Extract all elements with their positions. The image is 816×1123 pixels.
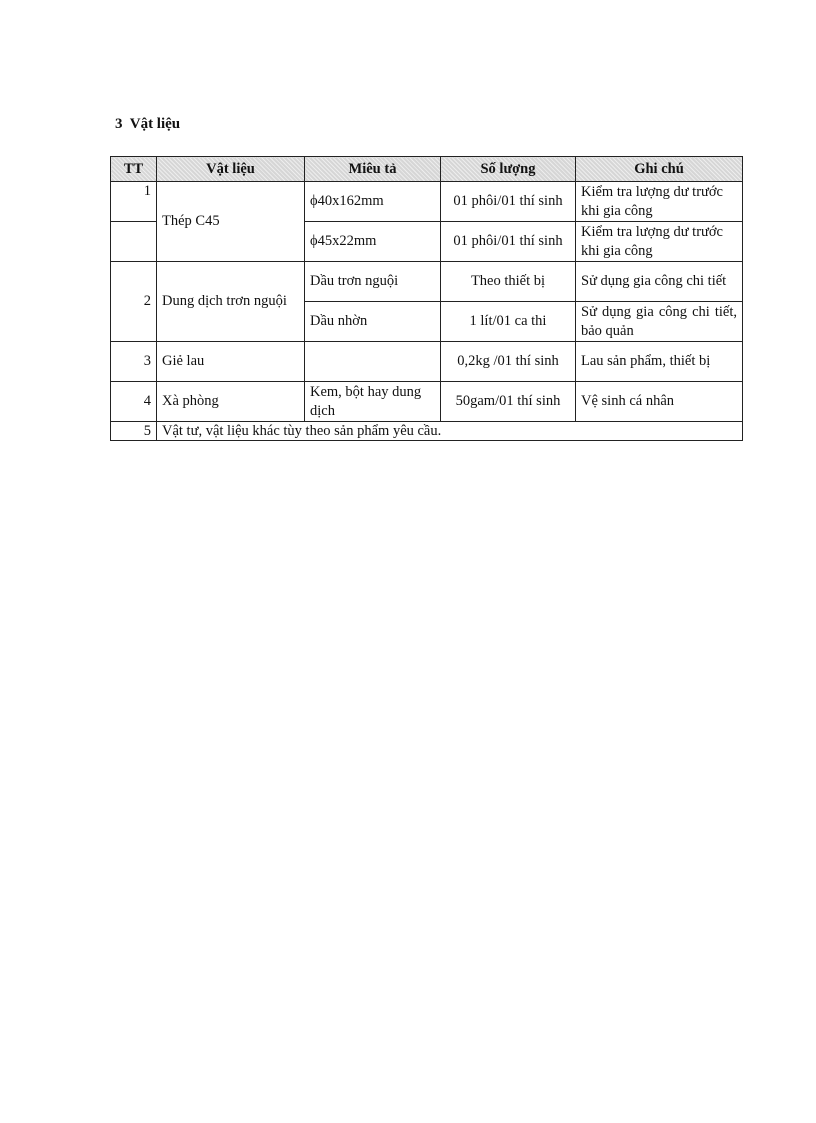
- header-description: Miêu tả: [305, 157, 441, 182]
- header-quantity: Số lượng: [441, 157, 576, 182]
- row-tt: 1: [111, 182, 157, 222]
- section-title: Vật liệu: [129, 116, 181, 132]
- row-material: Thép C45: [157, 182, 305, 262]
- row-quantity: 50gam/01 thí sinh: [441, 382, 576, 422]
- table-row: [111, 262, 743, 302]
- row-material: Dung dịch trơn nguội: [157, 262, 305, 342]
- section-heading: [115, 116, 180, 133]
- row-note: Sử dụng gia công chi tiết, bảo quản: [576, 302, 743, 342]
- row-note: Lau sản phẩm, thiết bị: [576, 342, 743, 382]
- table-row: [111, 342, 743, 382]
- row-tt: 4: [111, 382, 157, 422]
- header-tt: TT: [111, 157, 157, 182]
- row-note: Sử dụng gia công chi tiết: [576, 262, 743, 302]
- row-tt-empty: [111, 222, 157, 262]
- table-row: [111, 422, 743, 441]
- row-note: Kiểm tra lượng dư trước khi gia công: [576, 222, 743, 262]
- table-row: [111, 182, 743, 222]
- row-tt: 5: [111, 422, 157, 441]
- row-description: Dầu nhờn: [305, 302, 441, 342]
- row-quantity: 1 lít/01 ca thi: [441, 302, 576, 342]
- row-description: Kem, bột hay dung dịch: [305, 382, 441, 422]
- row-description: ϕ45x22mm: [305, 222, 441, 262]
- table-row: [111, 382, 743, 422]
- row-note: Vệ sinh cá nhân: [576, 382, 743, 422]
- row-note: Kiểm tra lượng dư trước khi gia công: [576, 182, 743, 222]
- row-quantity: 01 phôi/01 thí sinh: [441, 182, 576, 222]
- row-full-text: Vật tư, vật liệu khác tùy theo sản phẩm yêu cầu.: [157, 422, 743, 441]
- row-tt: 2: [111, 262, 157, 342]
- row-quantity: Theo thiết bị: [441, 262, 576, 302]
- section-number: 3: [115, 116, 123, 132]
- materials-table: [110, 156, 743, 441]
- row-material: Giẻ lau: [157, 342, 305, 382]
- row-description: Dầu trơn nguội: [305, 262, 441, 302]
- table-header-row: [111, 157, 743, 182]
- row-quantity: 01 phôi/01 thí sinh: [441, 222, 576, 262]
- row-description: [305, 342, 441, 382]
- row-quantity: 0,2kg /01 thí sinh: [441, 342, 576, 382]
- row-description: ϕ40x162mm: [305, 182, 441, 222]
- header-note: Ghi chú: [576, 157, 743, 182]
- row-material: Xà phòng: [157, 382, 305, 422]
- header-material: Vật liệu: [157, 157, 305, 182]
- row-tt: 3: [111, 342, 157, 382]
